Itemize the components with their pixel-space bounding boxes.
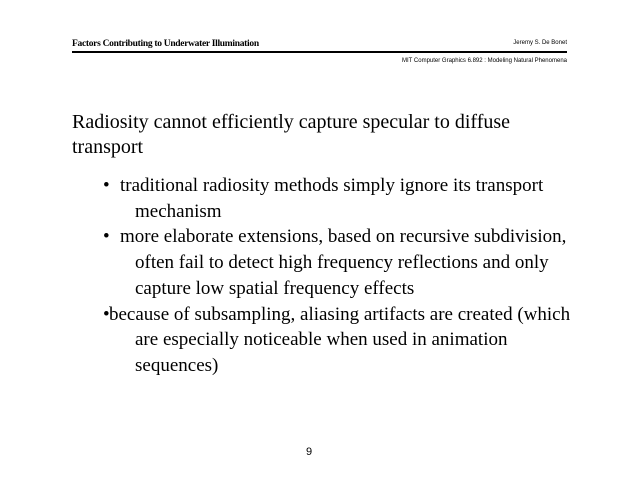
header-title: Factors Contributing to Underwater Illumination bbox=[72, 39, 259, 49]
bullet-text: because of subsampling, aliasing artifacts are created (which are especially noticeable when used in animation sequences) bbox=[109, 303, 571, 376]
bullet-list bbox=[103, 173, 583, 379]
page-number: 9 bbox=[306, 446, 313, 458]
header-course: MIT Computer Graphics 6.892 : Modeling Natural Phenomena bbox=[402, 58, 567, 64]
bullet-glyph: • bbox=[103, 226, 110, 248]
bullet-glyph: • bbox=[103, 175, 110, 196]
bullet-text: more elaborate extensions, based on recursive subdivision, often fail to detect high frequency reflections and only capture low spatial frequency effects bbox=[120, 226, 567, 299]
bullet-text: traditional radiosity methods simply ignore its transport mechanism bbox=[120, 175, 544, 222]
header-divider bbox=[72, 51, 567, 53]
header-author: Jeremy S. De Bonet bbox=[513, 40, 567, 46]
bullet-item bbox=[103, 224, 583, 301]
slide-title: Radiosity cannot efficiently capture specular to diffuse transport bbox=[72, 111, 511, 158]
bullet-item bbox=[103, 173, 583, 224]
bullet-item bbox=[103, 302, 583, 379]
bullet-glyph: • bbox=[103, 303, 110, 325]
